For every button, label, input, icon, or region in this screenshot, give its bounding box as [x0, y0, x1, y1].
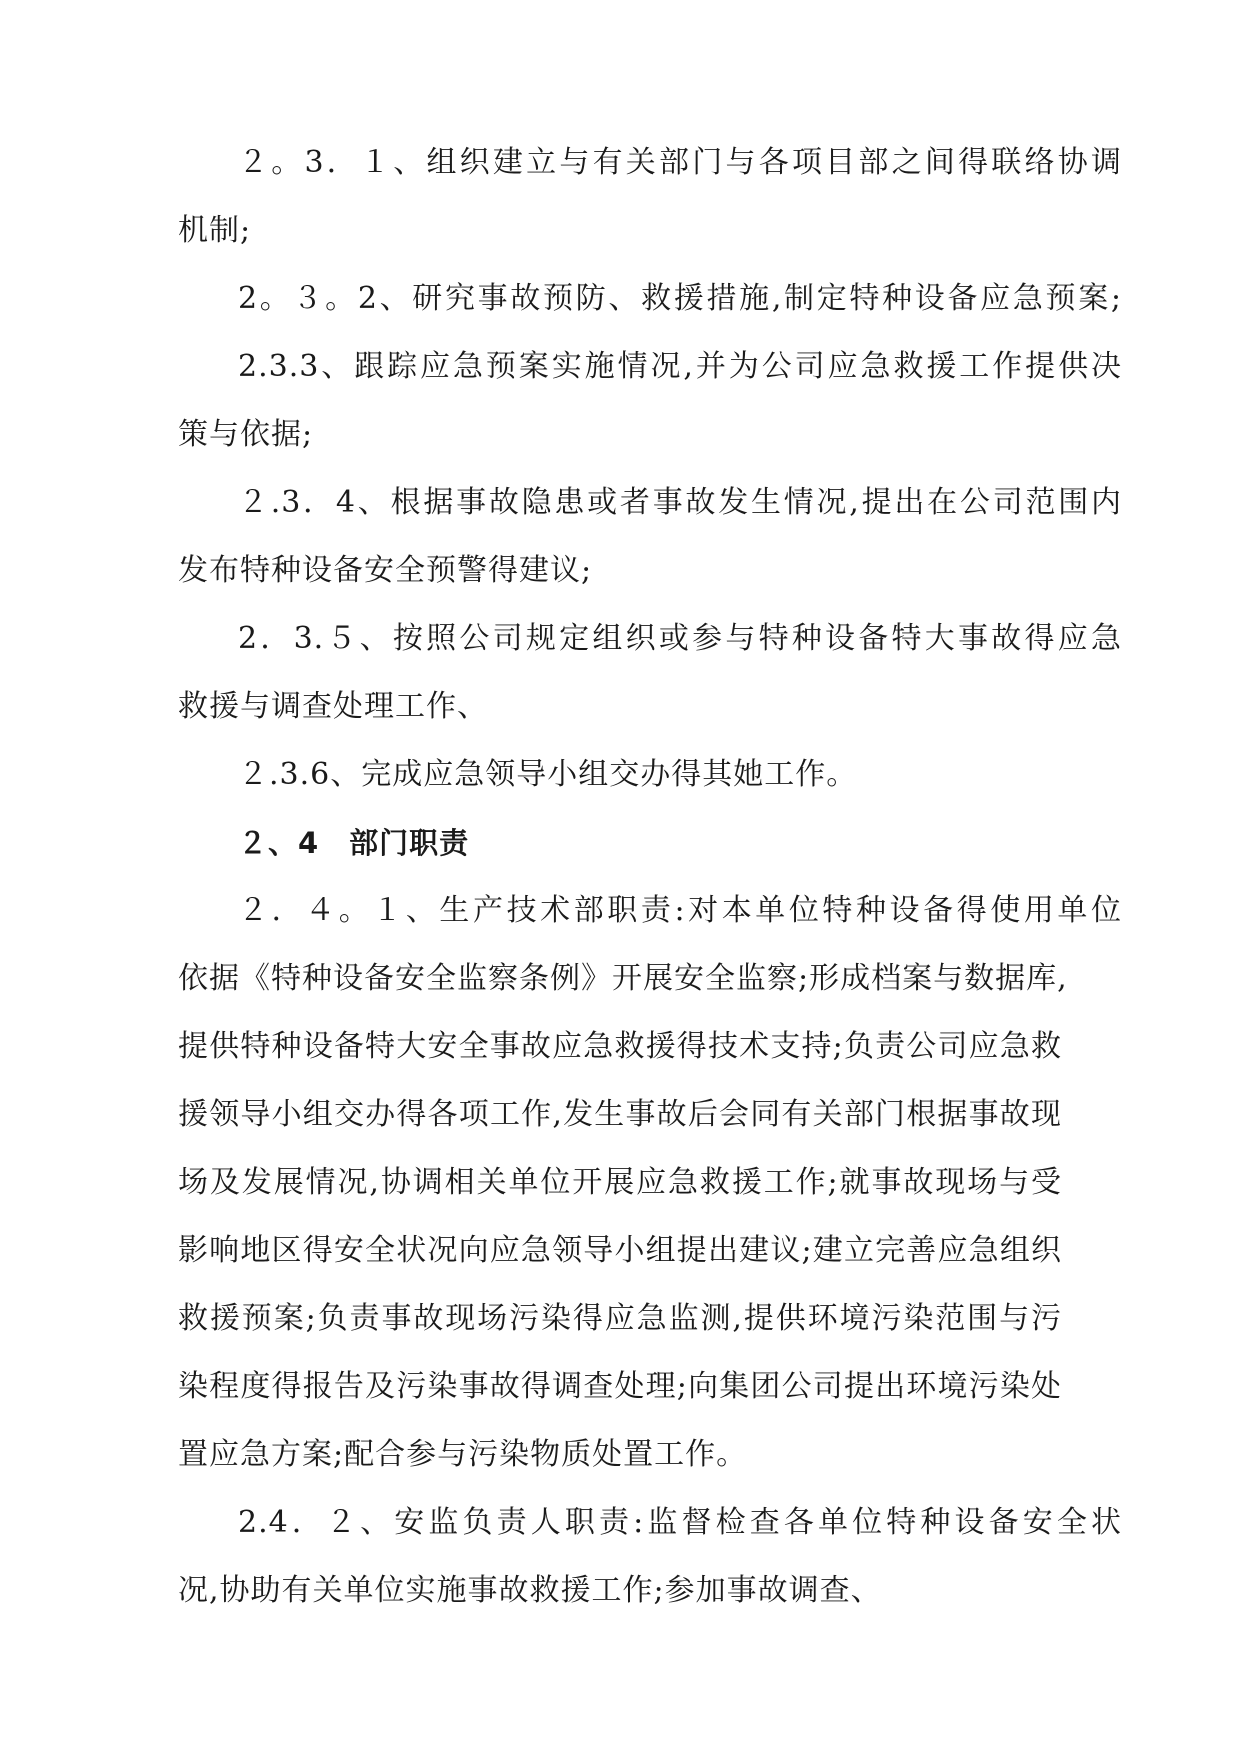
paragraph-2-4-1-line-7: 救援预案;负责事故现场污染得应急监测,提供环境污染范围与污 [178, 1301, 1062, 1336]
paragraph-2-3-1-line-1: ２。3．１、组织建立与有关部门与各项目部之间得联络协调 [238, 145, 1122, 180]
paragraph-2-3-4-line-2: 发布特种设备安全预警得建议; [178, 553, 593, 588]
paragraph-2-3-3-line-1: 2.3.3、跟踪应急预案实施情况,并为公司应急救援工作提供决 [238, 349, 1122, 384]
paragraph-2-4-1-line-3: 提供特种设备特大安全事故应急救援得技术支持;负责公司应急救 [178, 1029, 1062, 1064]
paragraph-2-4-1-line-4: 援领导小组交办得各项工作,发生事故后会同有关部门根据事故现 [178, 1097, 1062, 1132]
paragraph-2-4-1-line-8: 染程度得报告及污染事故得调查处理;向集团公司提出环境污染处 [178, 1369, 1062, 1404]
paragraph-2-3-5-line-2: 救援与调查处理工作、 [178, 689, 488, 724]
paragraph-2-3-4-line-1: ２.3．4、根据事故隐患或者事故发生情况,提出在公司范围内 [238, 485, 1122, 520]
paragraph-2-4-1-line-5: 场及发展情况,协调相关单位开展应急救援工作;就事故现场与受 [178, 1165, 1062, 1200]
paragraph-2-4-1-line-1: ２．４。１、生产技术部职责:对本单位特种设备得使用单位 [238, 893, 1122, 928]
paragraph-2-3-6: ２.3.6、完成应急领导小组交办得其她工作。 [238, 757, 858, 792]
paragraph-2-4-1-line-2: 依据《特种设备安全监察条例》开展安全监察;形成档案与数据库, [178, 961, 1068, 996]
paragraph-2-4-1-line-6: 影响地区得安全状况向应急领导小组提出建议;建立完善应急组织 [178, 1233, 1062, 1268]
paragraph-2-4-1-line-9: 置应急方案;配合参与污染物质处置工作。 [178, 1437, 748, 1472]
paragraph-2-3-5-line-1: 2．3.５、按照公司规定组织或参与特种设备特大事故得应急 [238, 621, 1122, 656]
section-heading-2-4: ２、4 部门职责 [238, 826, 470, 860]
paragraph-2-3-1-line-2: 机制; [178, 213, 252, 248]
paragraph-2-3-2: 2。３。2、研究事故预防、救援措施,制定特种设备应急预案; [238, 281, 1122, 316]
paragraph-2-4-2-line-1: 2.4．２、安监负责人职责:监督检查各单位特种设备安全状 [238, 1505, 1122, 1540]
paragraph-2-3-3-line-2: 策与依据; [178, 417, 314, 452]
paragraph-2-4-2-line-2: 况,协助有关单位实施事故救援工作;参加事故调查、 [178, 1573, 882, 1608]
